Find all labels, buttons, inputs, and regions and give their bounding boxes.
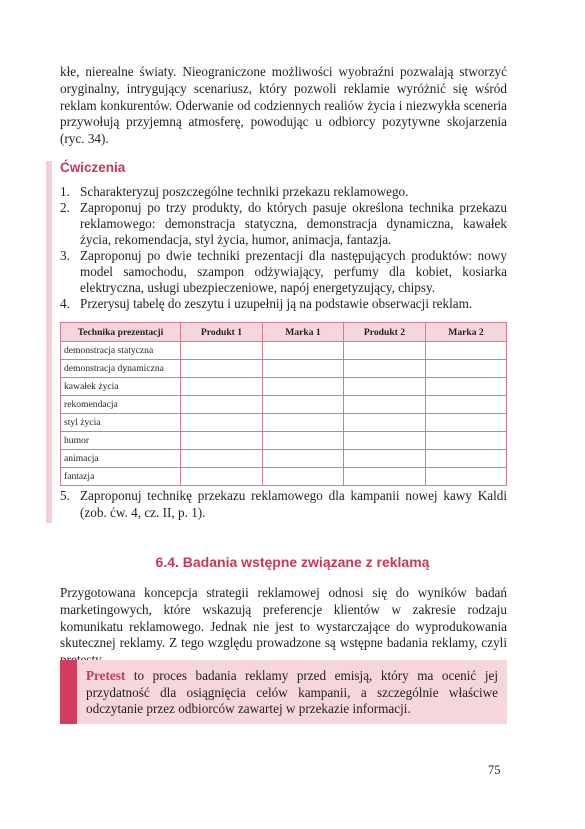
exercise-text: Zaproponuj po dwie techniki prezentacji dla następujących produktów: nowy model samochodu, szampon odżywiający, perfumy dla kobiet, kosiarka elektryczna, usługi ubezpieczeniowe, napój energetyzujący, chipsy.: [80, 248, 507, 295]
table-cell-empty: [344, 360, 426, 378]
exercises-heading: Ćwiczenia: [60, 160, 126, 175]
table-header-cell: Marka 1: [263, 323, 344, 342]
definition-box: [60, 660, 507, 724]
definition-text: [86, 668, 498, 718]
table-cell-empty: [263, 342, 344, 360]
definition-accent-bar: [60, 660, 77, 724]
table-header-cell: Produkt 2: [344, 323, 426, 342]
exercise-number: 4.: [60, 296, 70, 311]
table-row: [61, 450, 507, 468]
table-cell-empty: [426, 468, 507, 486]
table-cell-empty: [181, 432, 263, 450]
page-number: 75: [488, 763, 501, 777]
table-cell: demonstracja dynamiczna: [61, 360, 181, 378]
table-cell-empty: [263, 468, 344, 486]
table-cell-empty: [344, 396, 426, 414]
table-cell: humor: [61, 432, 181, 450]
exercise-number: 2.: [60, 200, 70, 215]
exercises-list: [60, 184, 507, 312]
table-cell-empty: [426, 360, 507, 378]
exercise-number: 3.: [60, 248, 70, 263]
table-cell-empty: [344, 342, 426, 360]
table-cell: demonstracja statyczna: [61, 342, 181, 360]
table-cell-empty: [344, 432, 426, 450]
table-cell-empty: [426, 342, 507, 360]
table-cell-empty: [181, 468, 263, 486]
table-cell: animacja: [61, 450, 181, 468]
table-cell-empty: [263, 378, 344, 396]
exercise-text: Zaproponuj technikę przekazu reklamowego dla kampanii nowej kawy Kaldi (zob. ćw. 4, cz. II, p. 1).: [80, 488, 507, 520]
exercise-item: [60, 296, 507, 312]
table-cell: fantazja: [61, 468, 181, 486]
table-cell-empty: [344, 450, 426, 468]
table-cell-empty: [181, 360, 263, 378]
table-cell-empty: [263, 360, 344, 378]
table-header-row: [61, 323, 507, 342]
table-cell-empty: [426, 378, 507, 396]
exercise-item: [60, 200, 507, 248]
table-cell-empty: [181, 414, 263, 432]
table-cell-empty: [181, 378, 263, 396]
table-row: [61, 360, 507, 378]
table-cell-empty: [426, 432, 507, 450]
intro-paragraph: kłe, nierealne światy. Nieograniczone możliwości wyobraźni pozwalają stworzyć oryginalny, intrygujący scenariusz, który pozwoli reklamie wyróżnić się wśród reklam konkurentów. Oderwanie od codziennych realiów życia i niezwykła sceneria przywołują przyjemną atmosferę, powodując u odbiorcy pozytywne skojarzenia (ryc. 34).: [60, 64, 507, 147]
table-row: [61, 414, 507, 432]
exercise-item: [60, 248, 507, 296]
table-row: [61, 396, 507, 414]
table-cell-empty: [263, 432, 344, 450]
exercises-side-bar: [46, 161, 52, 523]
table-cell-empty: [344, 468, 426, 486]
table-header-cell: Technika prezentacji: [61, 323, 181, 342]
definition-body: to proces badania reklamy przed emisją, który ma ocenić jej przydatność dla osiągnięcia celów kampanii, a szczególnie właściwe odczytanie przez odbiorców zawartej w przekazie informacji.: [86, 668, 498, 716]
exercise-number: 5.: [60, 488, 70, 503]
table-cell-empty: [263, 414, 344, 432]
table-row: [61, 432, 507, 450]
table-cell-empty: [344, 378, 426, 396]
section-title: 6.4. Badania wstępne związane z reklamą: [155, 554, 430, 570]
presentation-techniques-table: [60, 322, 507, 486]
table-cell-empty: [181, 342, 263, 360]
exercise-number: 1.: [60, 184, 70, 199]
table-cell-empty: [426, 396, 507, 414]
table-cell-empty: [426, 414, 507, 432]
definition-term: Pretest: [86, 668, 126, 683]
table-cell-empty: [426, 450, 507, 468]
table-row: [61, 468, 507, 486]
table-cell-empty: [263, 396, 344, 414]
exercise-item: [60, 184, 507, 200]
table-cell: rekomendacja: [61, 396, 181, 414]
table-row: [61, 378, 507, 396]
table-header-cell: Marka 2: [426, 323, 507, 342]
table-header-cell: Produkt 1: [181, 323, 263, 342]
exercise-text: Scharakteryzuj poszczególne techniki przekazu reklamowego.: [80, 184, 409, 199]
exercise-text: Zaproponuj po trzy produkty, do których pasuje określona technika przekazu reklamowego: demonstracja statyczna, demonstracja dynamiczna, kawałek życia, rekomendacja, styl życia, humor, animacja, fantazja.: [80, 200, 507, 247]
exercise-item: [60, 488, 507, 521]
table-cell-empty: [344, 414, 426, 432]
table-cell-empty: [263, 450, 344, 468]
table-cell: kawałek życia: [61, 378, 181, 396]
table-row: [61, 342, 507, 360]
table-cell-empty: [181, 450, 263, 468]
exercise-text: Przerysuj tabelę do zeszytu i uzupełnij ją na podstawie obserwacji reklam.: [80, 296, 473, 311]
table-cell: styl życia: [61, 414, 181, 432]
section-paragraph: Przygotowana koncepcja strategii reklamowej odnosi się do wyników badań marketingowych, które wskazują preferencje klientów w zakresie rodzaju komunikatu reklamowego. Jednak nie jest to wystarczające do wyprodukowania skutecznej reklamy. Z tego względu prowadzone są wstępne badania reklamy, czyli: [60, 585, 507, 651]
table-cell-empty: [181, 396, 263, 414]
